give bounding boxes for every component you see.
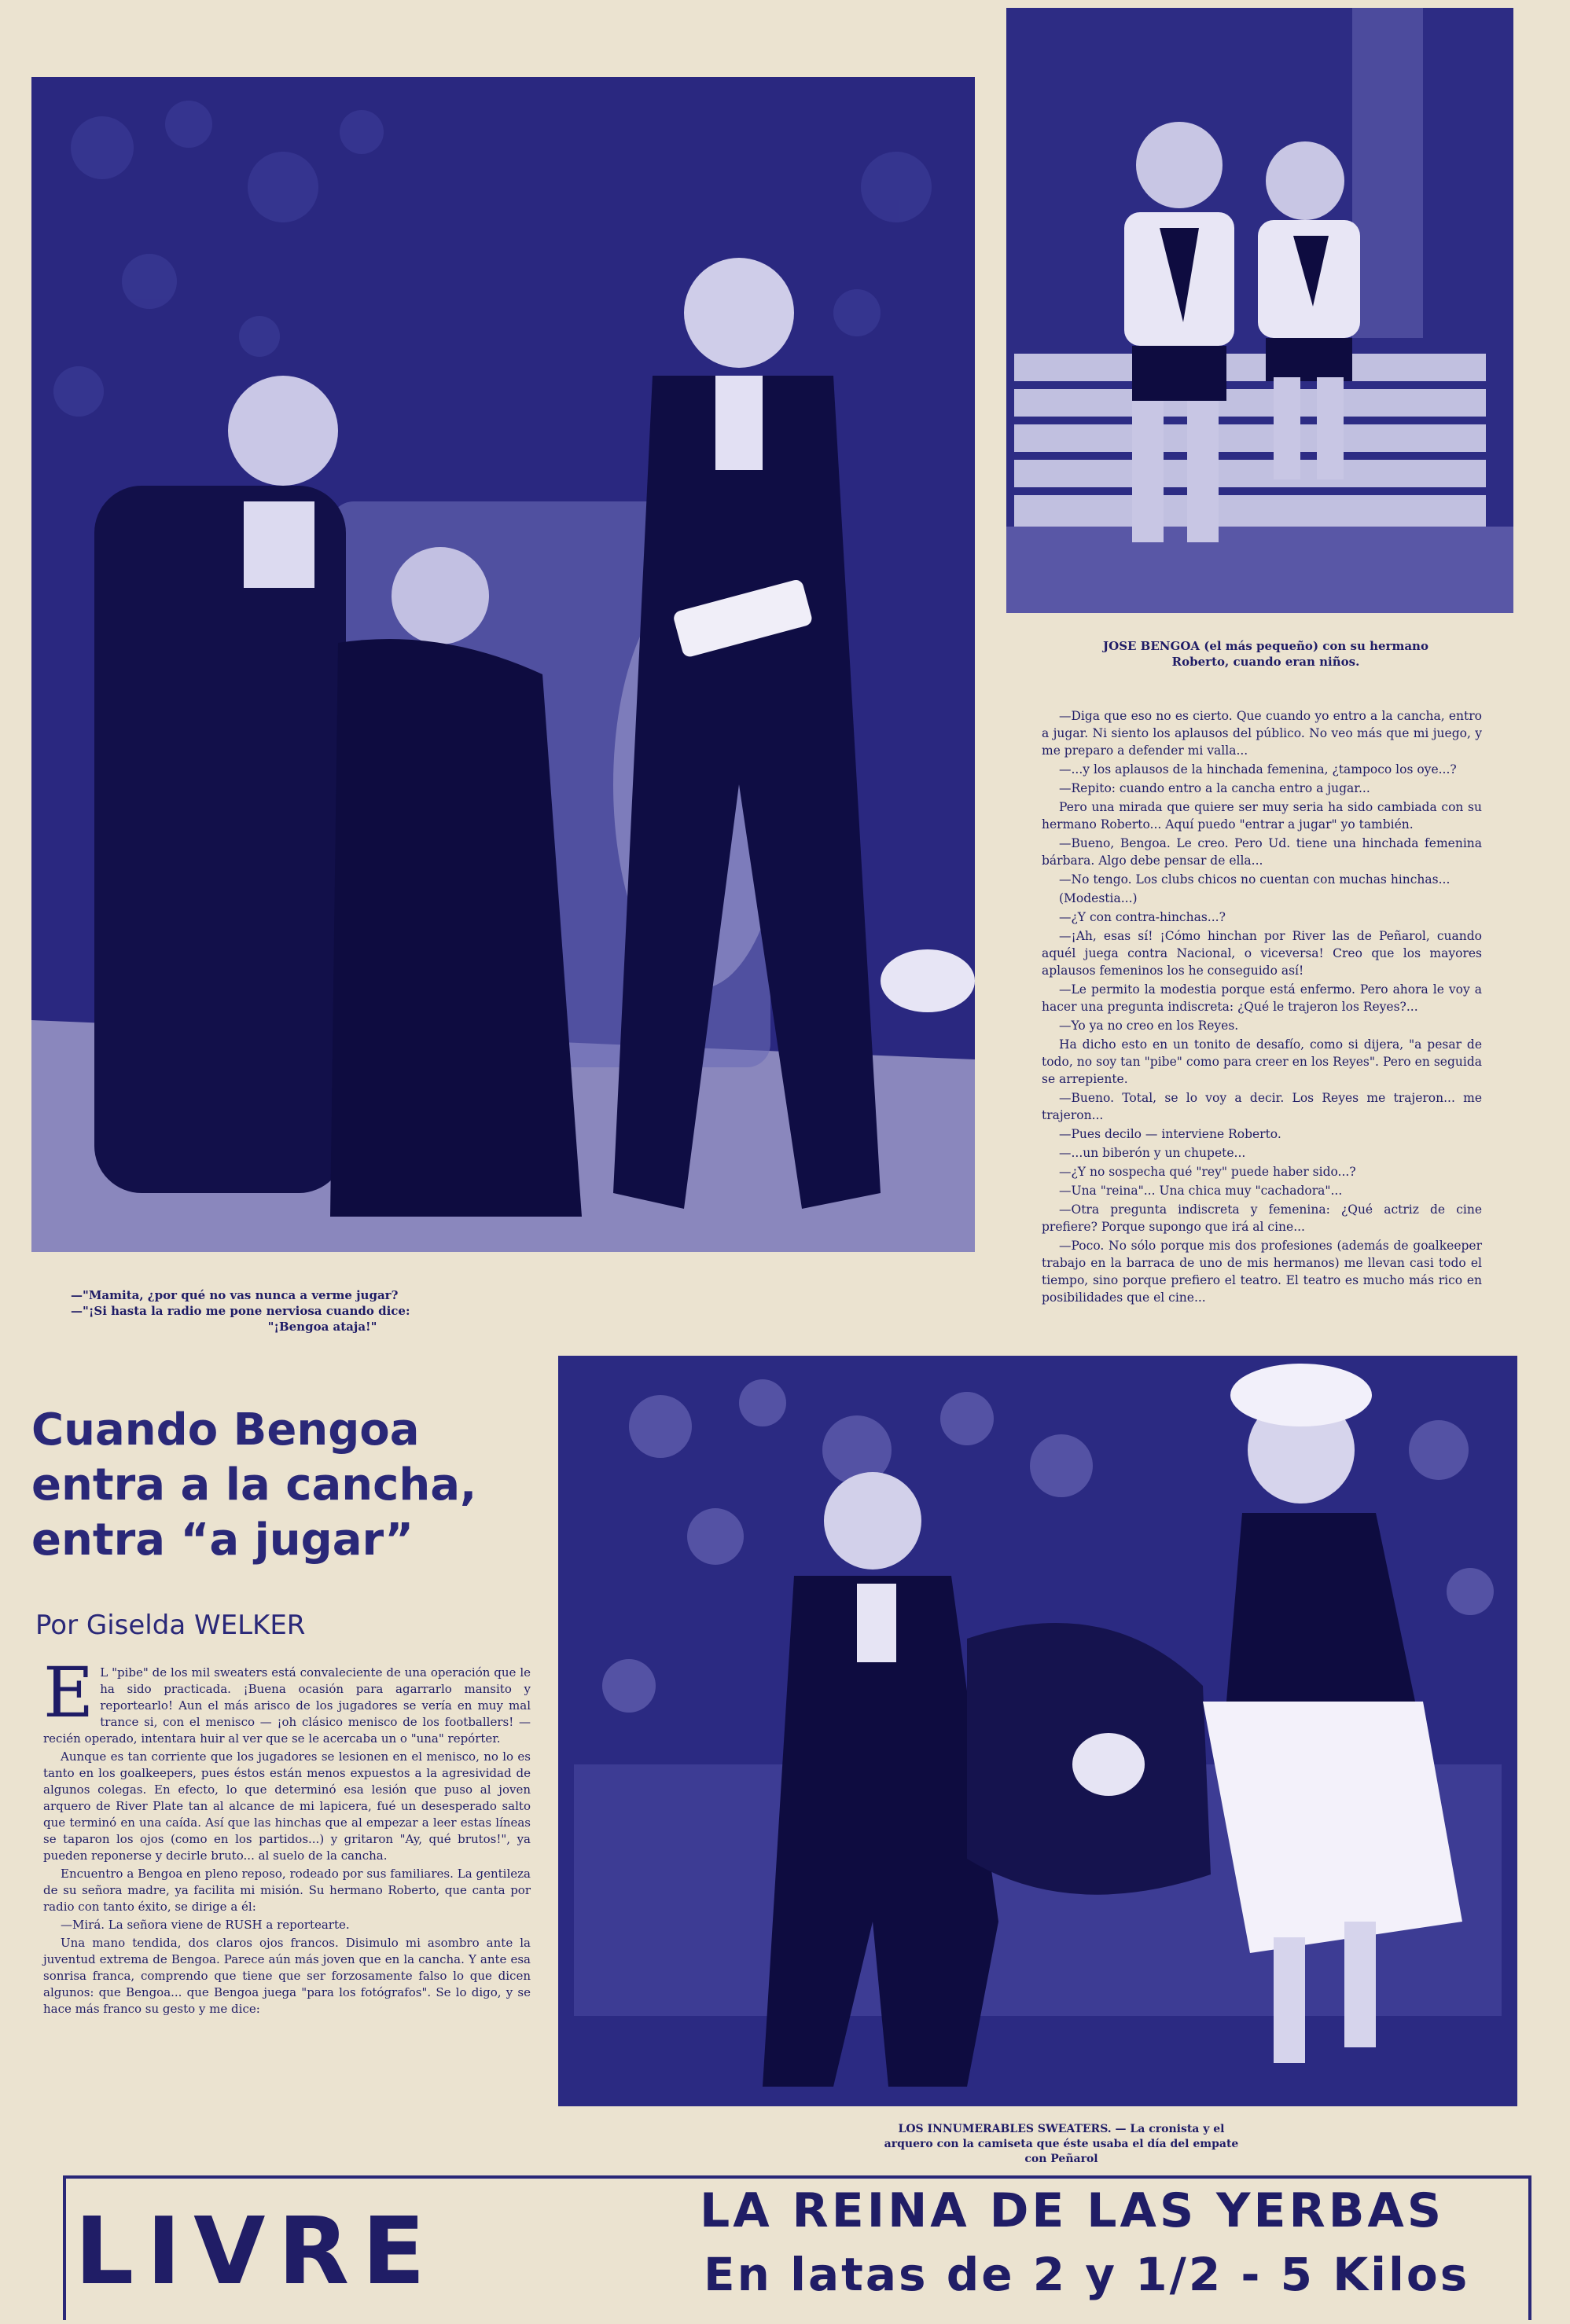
paragraph: —Poco. No sólo porque mis dos profesiones (además de goalkeeper trabajo en la barraca de uno de mis hermanos) me llevan casi todo el tiempo, sino porque prefiero el teatro. El teatro es mucho más rico en posibilidades que el cine...: [1042, 1239, 1482, 1305]
drop-cap: E: [43, 1652, 94, 1733]
paragraph: —Repito: cuando entro a la cancha entro a jugar...: [1059, 781, 1370, 795]
caption-line: con Peñarol: [1024, 2153, 1098, 2165]
paragraph: —Pues decilo — interviene Roberto.: [1059, 1127, 1281, 1141]
ad-brand-livre: LIVRE: [75, 2197, 438, 2305]
paragraph: —Bueno. Total, se lo voy a decir. Los Reyes me trajeron... me trajeron...: [1042, 1091, 1482, 1122]
headline-line: entra “a jugar”: [31, 1514, 414, 1566]
caption-line: arquero con la camiseta que éste usaba el día del empate: [884, 2138, 1239, 2150]
caption-line: "¡Bengoa ataja!": [267, 1320, 377, 1334]
headline-line: entra a la cancha,: [31, 1459, 477, 1511]
family-scene-illustration: [31, 77, 975, 1252]
ad-sizes: En latas de 2 y 1/2 - 5 Kilos: [704, 2248, 1470, 2301]
caption-line: —"Mamita, ¿por qué no vas nunca a verme jugar?: [71, 1288, 399, 1302]
article-column-right: [1042, 707, 1482, 1308]
ad-slogan: LA REINA DE LAS YERBAS: [700, 2183, 1445, 2238]
caption-line: JOSE BENGOA (el más pequeño) con su hermano: [1103, 639, 1428, 653]
paragraph: —Mirá. La señora viene de RUSH a reportearte.: [61, 1918, 350, 1932]
article-byline: Por Giselda WELKER: [35, 1610, 306, 1641]
photo-children-caption: [1014, 638, 1517, 670]
caption-line: Roberto, cuando eran niños.: [1171, 655, 1360, 669]
sweaters-illustration: [558, 1356, 1517, 2106]
paragraph: —Una "reina"... Una chica muy "cachadora"...: [1059, 1184, 1343, 1198]
article-column-left: [43, 1652, 531, 2019]
photo-sweaters: [558, 1356, 1517, 2106]
paragraph: —Le permito la modestia porque está enfermo. Pero ahora le voy a hacer una pregunta indiscreta: ¿Qué le trajeron los Reyes?...: [1042, 982, 1482, 1014]
paragraph: —Otra pregunta indiscreta y femenina: ¿Qué actriz de cine prefiere? Porque supongo que irá al cine...: [1042, 1202, 1482, 1234]
headline-line: Cuando Bengoa: [31, 1404, 420, 1456]
article-headline: [31, 1403, 542, 1568]
paragraph: (Modestia...): [1059, 891, 1138, 905]
paragraph: —Bueno, Bengoa. Le creo. Pero Ud. tiene una hinchada femenina bárbara. Algo debe pensar de ella...: [1042, 836, 1482, 868]
paragraph: —¿Y no sospecha qué "rey" puede haber sido...?: [1059, 1165, 1356, 1179]
paragraph: L "pibe" de los mil sweaters está convaleciente de una operación que le ha sido practicada. ¡Buena ocasión para agarrarlo mansito y reportearlo! Aun el más arisco de los jugadores se vería en muy mal trance si, con el menisco — ¡oh clásico menisco de los footballers! — recién operado, intentara huir al ver que se le acercaba un o "una" repórter.: [43, 1665, 531, 1746]
children-bench-illustration: [1006, 8, 1513, 613]
paragraph: —¿Y con contra-hinchas...?: [1059, 910, 1226, 924]
paragraph: —No tengo. Los clubs chicos no cuentan con muchas hinchas...: [1059, 872, 1451, 887]
paragraph: Ha dicho esto en un tonito de desafío, como si dijera, "a pesar de todo, no soy tan "pibe" como para creer en los Reyes". Pero en seguida se arrepiente.: [1042, 1037, 1482, 1086]
paragraph: —Yo ya no creo en los Reyes.: [1059, 1019, 1239, 1033]
caption-line: —"¡Si hasta la radio me pone nerviosa cuando dice:: [71, 1304, 410, 1318]
photo-family-scene: [31, 77, 975, 1252]
paragraph: Pero una mirada que quiere ser muy seria ha sido cambiada con su hermano Roberto... Aquí puedo "entrar a jugar" yo también.: [1042, 800, 1482, 832]
photo-children-bench: [1006, 8, 1513, 613]
photo-family-caption: [71, 1287, 574, 1335]
paragraph: Encuentro a Bengoa en pleno reposo, rodeado por sus familiares. La gentileza de su señora madre, ya facilita mi misión. Su hermano Roberto, que canta por radio con tanto éxito, se dirige a él:: [43, 1867, 531, 1914]
paragraph: —Diga que eso no es cierto. Que cuando yo entro a la cancha, entro a jugar. Ni siento los aplausos del público. No veo más que mi juego, y me preparo a defender mi valla...: [1042, 709, 1482, 758]
caption-line: LOS INNUMERABLES SWEATERS. — La cronista y el: [898, 2123, 1225, 2135]
paragraph: —¡Ah, esas sí! ¡Cómo hinchan por River las de Peñarol, cuando aquél juega contra Nacional, o viceversa! Creo que los mayores aplausos femeninos los he conseguido así!: [1042, 929, 1482, 978]
paragraph: —...un biberón y un chupete...: [1059, 1146, 1246, 1160]
photo-sweaters-caption: [708, 2122, 1415, 2167]
paragraph: Aunque es tan corriente que los jugadores se lesionen en el menisco, no lo es tanto en los goalkeepers, pues éstos están menos expuestos a la agresividad de algunos colegas. En efecto, lo que determinó esa lesión que puso al joven arquero de River Plate tan al alcance de mi lapicera, fué un desesperado salto que terminó en una caída. Así que las hinchas que al empezar a leer estas líneas se taparon los ojos (como en los partidos...) y gritaron "Ay, qué brutos!", ya pueden reponerse y decirle bruto... al suelo de la cancha.: [43, 1749, 531, 1863]
paragraph: Una mano tendida, dos claros ojos francos. Disimulo mi asombro ante la juventud extrema de Bengoa. Parece aún más joven que en la cancha. Y ante esa sonrisa franca, comprendo que tiene que ser forzosamente falso lo que dicen algunos: que Bengoa... que Bengoa juega "para los fotógrafos". Se lo digo, y se hace más franco su gesto y me dice:: [43, 1936, 531, 2016]
paragraph: —...y los aplausos de la hinchada femenina, ¿tampoco los oye...?: [1059, 762, 1457, 777]
